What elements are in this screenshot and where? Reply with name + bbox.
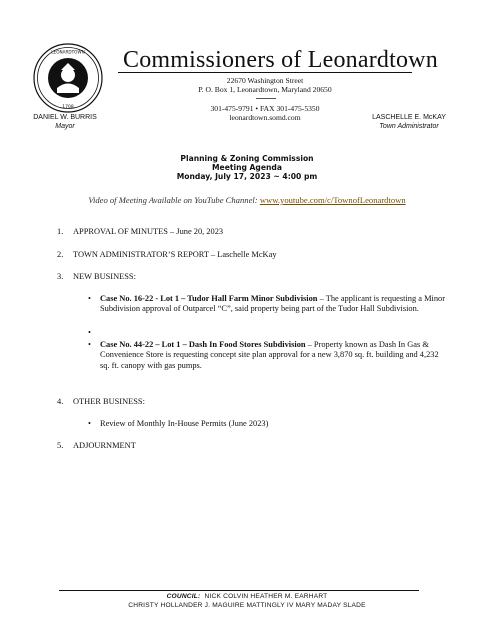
mayor-block [17,114,113,131]
administrator-block [361,114,457,131]
mayor-role: Mayor [55,122,75,130]
address-line2: P. O. Box 1, Leonardtown, Maryland 20650 [198,85,332,95]
case-description: – The applicant is requesting a Minor Subdivision approval of Outparcel “C”, said property being part of the Tudor Hall Subdivision. [100,294,446,314]
video-notice-text: Video of Meeting Available on YouTube Channel: [88,195,258,205]
council-members-1: NICK COLVIN HEATHER M. EARHART [204,593,328,600]
agenda-item: 4. OTHER BUSINESS: [57,397,145,406]
svg-text:1708: 1708 [62,105,74,110]
website: leonardtown.somd.com [229,113,301,123]
case-description: – Property known as Dash In Gas & Convenience Store is requesting concept site plan approval for a new 3,870 sq. ft. building and 4,232 sq. ft. canopy with gas pumps. [100,340,439,370]
video-notice [20,195,474,205]
bullet-icon: • [88,294,91,303]
youtube-link[interactable]: www.youtube.com/c/TownofLeonardtown [259,195,406,205]
address-line1: 22670 Washington Street [226,76,304,85]
case-title: Case No. 16-22 - Lot 1 – Tudor Hall Farm Minor Subdivision [100,294,318,303]
case-title: Case No. 44-22 – Lot 1 – Dash In Food Stores Subdivision [100,340,306,349]
address-block [118,76,412,95]
footer-divider [59,590,419,591]
meeting-header [100,154,394,182]
council-line2: CHRISTY HOLLANDER J. MAGUIRE MATTINGLY IV MARY MADAY SLADE [128,602,366,609]
administrator-name: LASCHELLE E. McKAY [372,114,446,121]
meeting-type: Meeting Agenda [211,163,282,173]
meeting-commission: Planning & Zoning Commission [180,154,314,163]
other-business-item: Review of Monthly In-House Permits (June 2023) [100,419,269,428]
agenda-item: 2. TOWN ADMINISTRATOR’S REPORT – Laschelle McKay [57,250,277,259]
phone-fax: 301-475-9791 • FAX 301-475-5350 [210,104,320,113]
address-divider [256,98,276,99]
council-label: COUNCIL: [166,593,201,600]
bullet-icon: • [88,328,91,337]
letterhead-title: Commissioners of Leonardtown [123,47,438,73]
town-seal-icon [33,43,103,113]
agenda-item: 5. ADJOURNMENT [57,441,136,450]
bullet-icon: • [88,419,91,428]
title-rule [118,72,412,73]
council-line1 [0,593,494,600]
mayor-name: DANIEL W. BURRIS [33,114,97,121]
agenda-item: 1. APPROVAL OF MINUTES – June 20, 2023 [57,227,224,236]
meeting-date: Monday, July 17, 2023 ~ 4:00 pm [176,172,318,182]
svg-text:LEONARDTOWN: LEONARDTOWN [51,49,85,55]
bullet-icon: • [88,340,91,349]
administrator-role: Town Administrator [379,122,439,130]
agenda-item: 3. NEW BUSINESS: [57,272,136,281]
